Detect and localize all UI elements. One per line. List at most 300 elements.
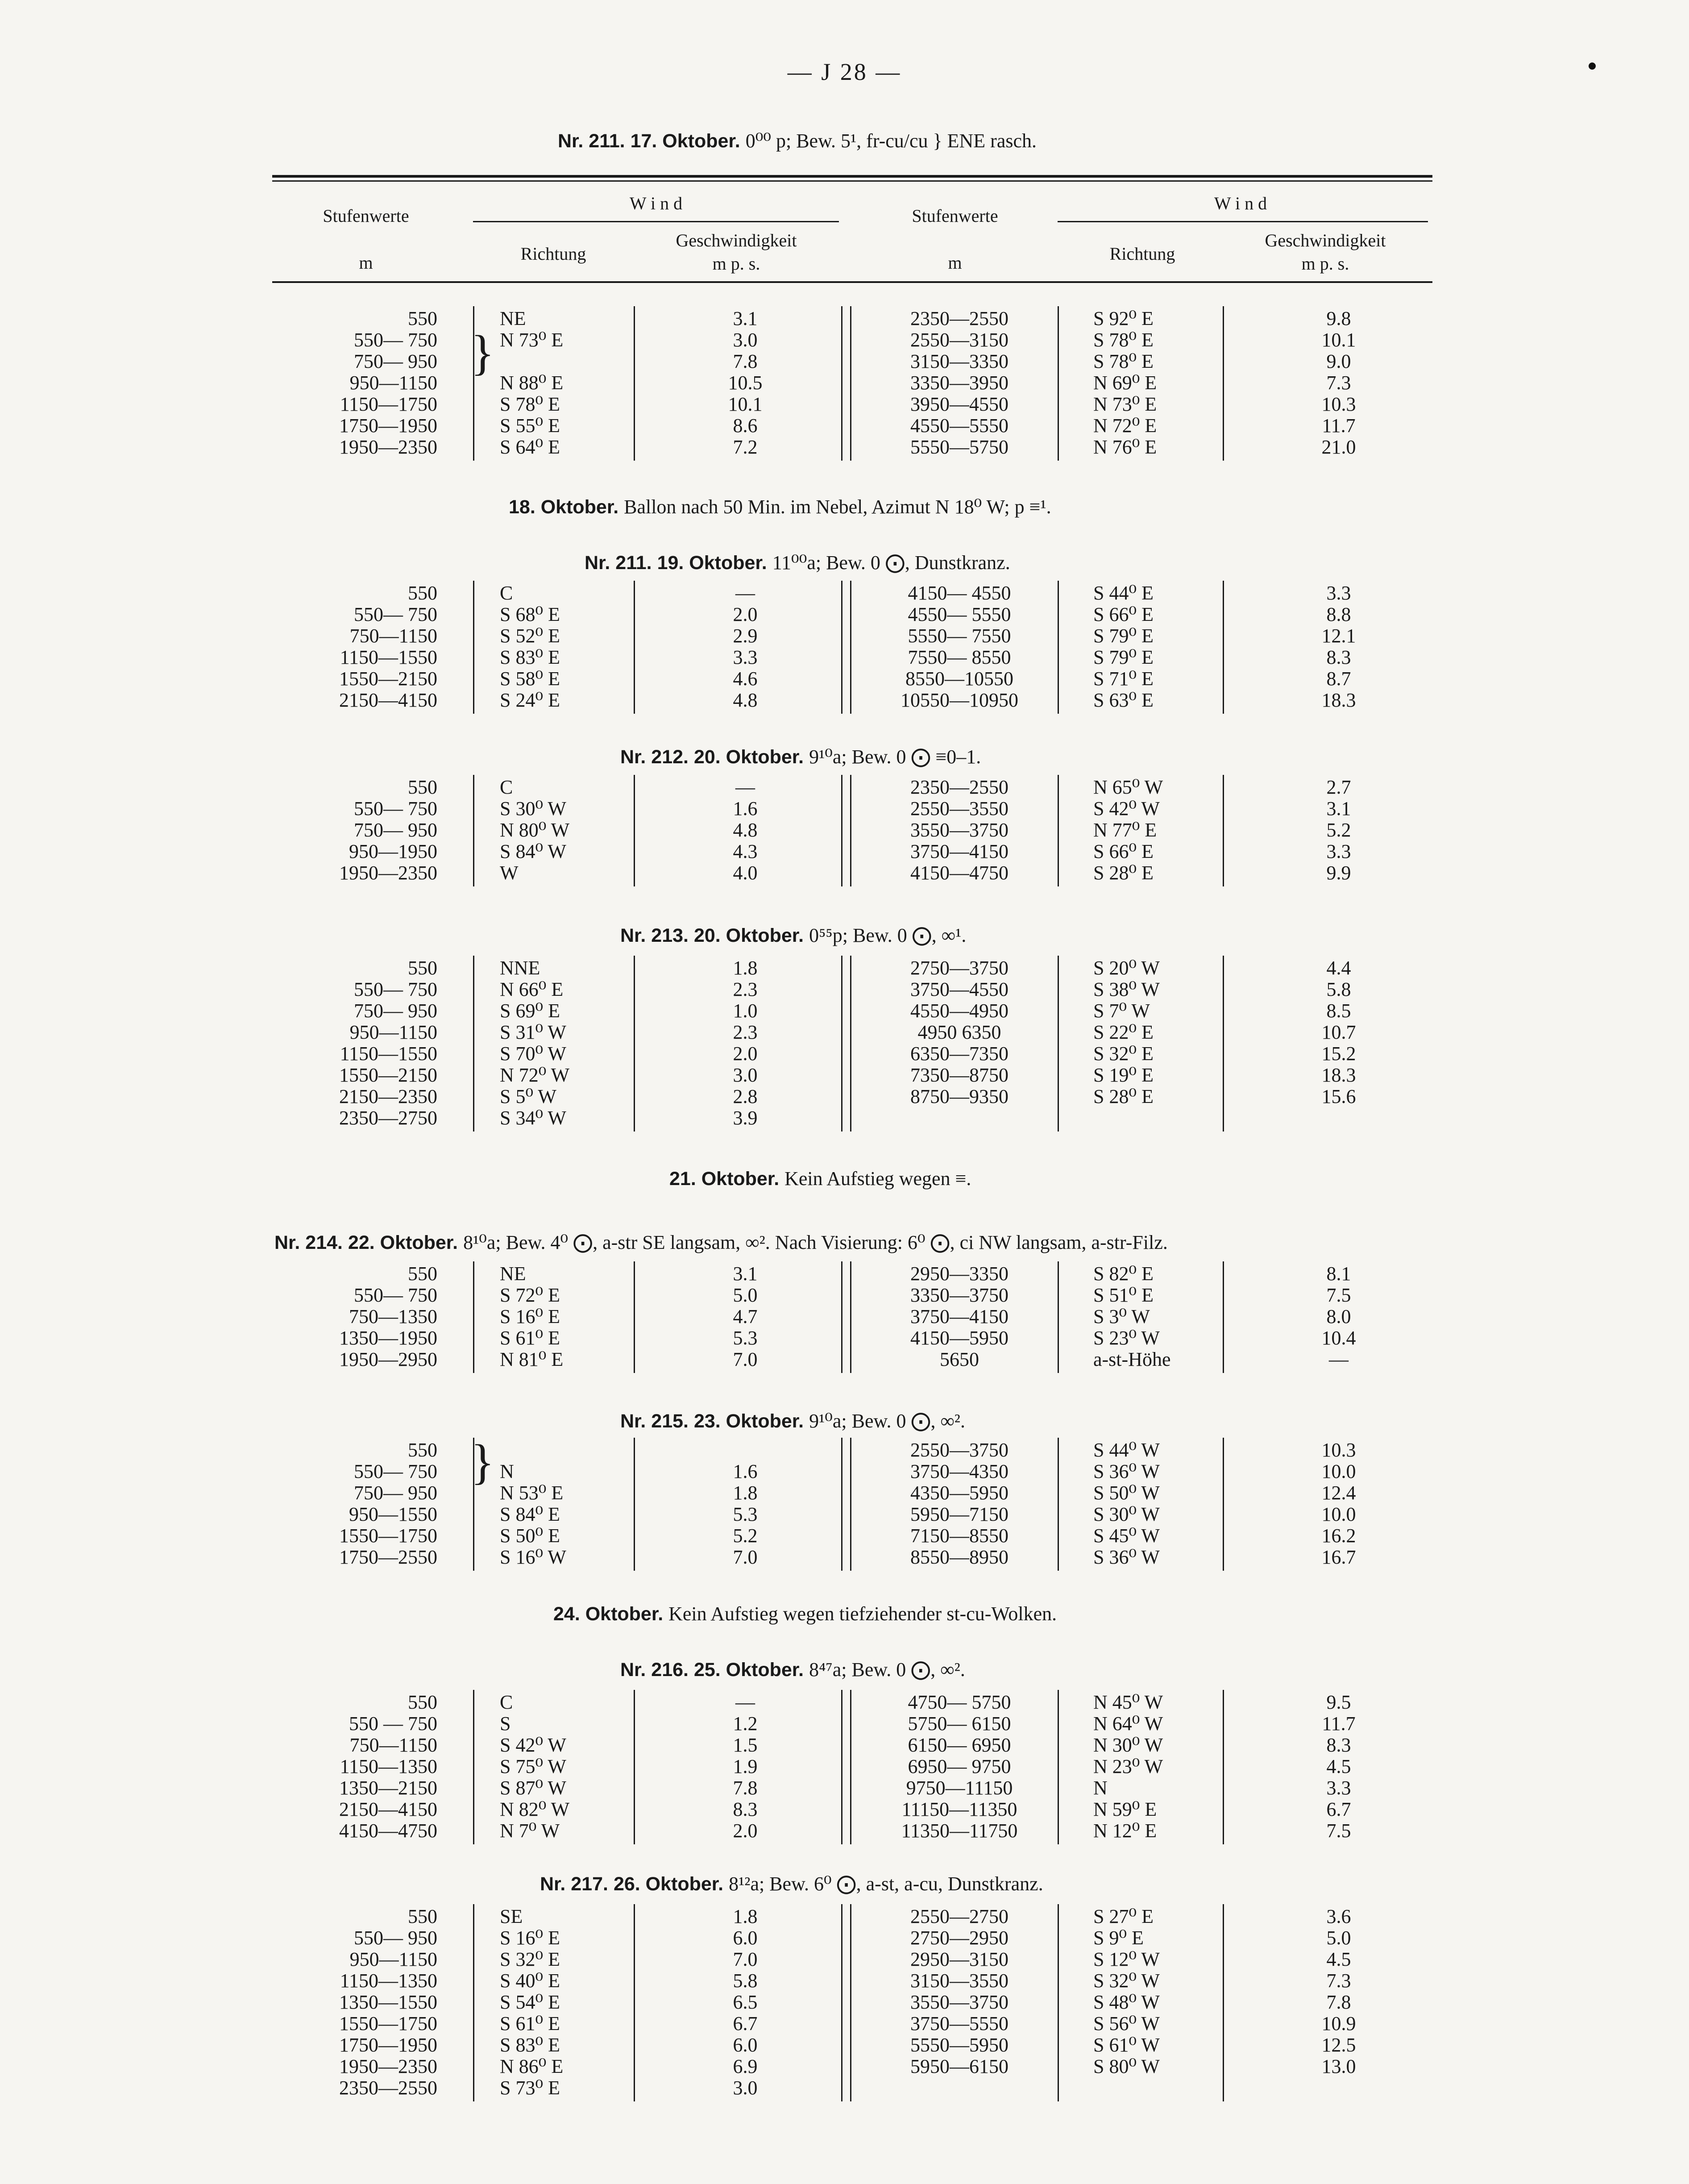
richtung-cell: S 48⁰ W [1093, 1991, 1160, 2013]
richtung-cell: S 22⁰ E [1093, 1021, 1154, 1043]
column-rule [1223, 1904, 1224, 2101]
column-rule [841, 306, 842, 461]
geschwindigkeit-cell: 7.0 [733, 1348, 758, 1370]
geschwindigkeit-cell: 10.1 [728, 393, 763, 415]
stufenwert-cell: 550 [408, 308, 437, 329]
geschwindigkeit-cell: 8.8 [1326, 603, 1351, 625]
richtung-cell: S 16⁰ E [500, 1306, 560, 1327]
geschwindigkeit-cell: 6.0 [733, 2034, 758, 2056]
brace-icon: } [471, 325, 494, 380]
stufenwert-cell: 3350—3950 [910, 372, 1008, 394]
column-rule [634, 1438, 635, 1571]
richtung-cell: S 20⁰ W [1093, 957, 1160, 979]
geschwindigkeit-cell: 4.6 [733, 668, 758, 690]
richtung-cell: S 32⁰ E [500, 1948, 560, 1970]
geschwindigkeit-cell: 5.2 [733, 1525, 758, 1547]
geschwindigkeit-cell: 10.4 [1321, 1327, 1356, 1349]
richtung-cell: S 72⁰ E [500, 1284, 560, 1306]
stufenwert-cell: 3150—3350 [910, 350, 1008, 372]
stufenwert-cell: 4550— 5550 [908, 603, 1011, 625]
stufenwert-cell: 950—1950 [349, 840, 437, 862]
column-rule [473, 1261, 474, 1373]
section-date: 25. Oktober. [693, 1659, 809, 1681]
geschwindigkeit-cell: 4.4 [1326, 957, 1351, 979]
column-rule [841, 1438, 842, 1571]
richtung-cell: N 86⁰ E [500, 2055, 564, 2077]
geschwindigkeit-cell: 7.5 [1326, 1820, 1351, 1842]
richtung-cell: W [500, 862, 519, 884]
geschwindigkeit-cell: 8.6 [733, 415, 758, 437]
geschwindigkeit-cell: 8.0 [1326, 1306, 1351, 1327]
richtung-cell: S 66⁰ E [1093, 840, 1154, 862]
richtung-cell: N 88⁰ E [500, 372, 564, 394]
richtung-cell: S 61⁰ E [500, 2013, 560, 2034]
richtung-cell: S 82⁰ E [1093, 1263, 1154, 1285]
section-title [274, 1231, 1168, 1254]
geschwindigkeit-cell: 4.0 [733, 862, 758, 884]
geschwindigkeit-cell: 9.0 [1326, 350, 1351, 372]
richtung-cell: S 16⁰ W [500, 1546, 566, 1568]
richtung-cell: S 79⁰ E [1093, 625, 1154, 647]
richtung-cell: S 42⁰ W [500, 1734, 566, 1756]
richtung-cell: N 59⁰ E [1093, 1798, 1157, 1820]
stufenwert-cell: 2550—3750 [910, 1439, 1008, 1461]
richtung-cell: C [500, 1691, 513, 1713]
section-number: Nr. 214. [274, 1232, 348, 1253]
section-title [620, 1658, 965, 1681]
geschwindigkeit-cell: 2.3 [733, 978, 758, 1000]
geschwindigkeit-cell: 8.3 [1326, 646, 1351, 668]
geschwindigkeit-cell: 5.3 [733, 1327, 758, 1349]
stufenwert-cell: 1950—2950 [339, 1348, 437, 1370]
stufenwert-cell: 2350—2750 [339, 1107, 437, 1129]
column-rule [841, 775, 842, 886]
column-rule [841, 1261, 842, 1373]
stufenwert-cell: 4750— 5750 [908, 1691, 1011, 1713]
richtung-cell: S 36⁰ W [1093, 1546, 1160, 1568]
richtung-cell: S 36⁰ W [1093, 1460, 1160, 1482]
stufenwert-cell: 3950—4550 [910, 393, 1008, 415]
richtung-cell: S 64⁰ E [500, 436, 560, 458]
column-rule [841, 956, 842, 1132]
richtung-cell: S 16⁰ E [500, 1927, 560, 1949]
geschwindigkeit-cell: 5.8 [1326, 978, 1351, 1000]
geschwindigkeit-cell: 5.8 [733, 1970, 758, 1992]
geschwindigkeit-cell: 8.3 [733, 1798, 758, 1820]
geschwindigkeit-cell: 12.1 [1321, 625, 1356, 647]
geschwindigkeit-cell: 7.8 [1326, 1991, 1351, 2013]
richtung-cell: S [500, 1713, 511, 1735]
stufenwert-cell: 11150—11350 [901, 1798, 1017, 1820]
richtung-cell: S 19⁰ E [1093, 1064, 1154, 1086]
section-title [540, 1872, 1043, 1895]
stufenwert-cell: 1150—1350 [340, 1970, 437, 1992]
column-rule [1223, 1438, 1224, 1571]
section-note: 9¹⁰a; Bew. 0 ⨀ ≡0–1. [809, 746, 981, 768]
richtung-cell: N 12⁰ E [1093, 1820, 1157, 1842]
stufenwert-cell: 5550—5950 [910, 2034, 1008, 2056]
stufenwert-cell: 3750—4550 [910, 978, 1008, 1000]
stufenwert-cell: 1750—1950 [339, 415, 437, 437]
section-date: 24. Oktober. [553, 1603, 669, 1625]
geschwindigkeit-cell: 6.0 [733, 1927, 758, 1949]
richtung-cell: N 73⁰ E [1093, 393, 1157, 415]
richtung-cell: S 66⁰ E [1093, 603, 1154, 625]
column-rule [1223, 1261, 1224, 1373]
stufenwert-cell: 550 [408, 1905, 437, 1927]
geschwindigkeit-cell: 6.7 [733, 2013, 758, 2034]
stufenwert-cell: 550— 750 [354, 1284, 437, 1306]
column-rule [634, 581, 635, 714]
section-date: 23. Oktober. [693, 1410, 809, 1432]
stufenwert-cell: 2950—3350 [910, 1263, 1008, 1285]
header-rule-bottom [272, 281, 1432, 283]
richtung-cell: N 69⁰ E [1093, 372, 1157, 394]
richtung-cell: S 30⁰ W [1093, 1503, 1160, 1525]
stufenwert-cell: 5950—6150 [910, 2055, 1008, 2077]
stufenwert-cell: 950—1150 [349, 1948, 437, 1970]
richtung-cell: S 50⁰ W [1093, 1482, 1160, 1504]
header-gesch-left: Geschwindigkeit [676, 230, 797, 250]
stufenwert-cell: 2350—2550 [339, 2077, 437, 2099]
stufenwert-cell: 2550—3550 [910, 798, 1008, 820]
richtung-cell: S 80⁰ W [1093, 2055, 1160, 2077]
geschwindigkeit-cell: 7.8 [733, 350, 758, 372]
stufenwert-cell: 1550—2150 [339, 668, 437, 690]
geschwindigkeit-cell: 3.3 [1326, 1777, 1351, 1799]
section-date: 20. Oktober. [693, 746, 809, 768]
richtung-cell: S 78⁰ E [1093, 350, 1154, 372]
geschwindigkeit-cell: 21.0 [1321, 436, 1356, 458]
geschwindigkeit-cell: 3.3 [1326, 840, 1351, 862]
geschwindigkeit-cell: 1.0 [733, 1000, 758, 1022]
stufenwert-cell: 1350—1550 [339, 1991, 437, 2013]
column-rule [473, 775, 474, 886]
section-note: 0⁵⁵p; Bew. 0 ⨀, ∞¹. [809, 924, 967, 946]
richtung-cell: S 56⁰ W [1093, 2013, 1160, 2034]
geschwindigkeit-cell: 8.1 [1326, 1263, 1351, 1285]
stufenwert-cell: 3550—3750 [910, 819, 1008, 841]
section-date: 18. Oktober. [509, 496, 624, 518]
geschwindigkeit-cell: — [735, 776, 755, 798]
stufenwert-cell: 750—1350 [349, 1306, 437, 1327]
geschwindigkeit-cell: — [735, 582, 755, 604]
column-rule [841, 1904, 842, 2101]
stufenwert-cell: 1950—2350 [339, 436, 437, 458]
stufenwert-cell: 4350—5950 [910, 1482, 1008, 1504]
richtung-cell: N 73⁰ E [500, 329, 564, 351]
stufenwert-cell: 1350—2150 [339, 1777, 437, 1799]
section-note: 9¹⁰a; Bew. 0 ⨀, ∞². [809, 1410, 965, 1432]
geschwindigkeit-cell: 1.8 [733, 1482, 758, 1504]
richtung-cell: NNE [500, 957, 540, 979]
stufenwert-cell: 3750—4350 [910, 1460, 1008, 1482]
stufenwert-cell: 550 [408, 776, 437, 798]
column-rule [841, 1690, 842, 1844]
column-rule [1223, 956, 1224, 1132]
column-rule [1223, 1690, 1224, 1844]
geschwindigkeit-cell: 7.0 [733, 1948, 758, 1970]
column-rule [1223, 581, 1224, 714]
column-rule [634, 775, 635, 886]
header-wind-rule-right [1058, 221, 1428, 222]
header-gesch-unit-right: m p. s. [1301, 254, 1349, 274]
stufenwert-cell: 6350—7350 [910, 1043, 1008, 1065]
geschwindigkeit-cell: 3.9 [733, 1107, 758, 1129]
stufenwert-cell: 4550—4950 [910, 1000, 1008, 1022]
stufenwert-cell: 550 [408, 1439, 437, 1461]
header-wind-left: W i n d [629, 193, 683, 213]
richtung-cell: N [500, 1460, 514, 1482]
stufenwert-cell: 550— 750 [354, 1460, 437, 1482]
column-rule [634, 1904, 635, 2101]
section-title [620, 1410, 965, 1432]
geschwindigkeit-cell: 10.0 [1321, 1503, 1356, 1525]
geschwindigkeit-cell: 5.0 [1326, 1927, 1351, 1949]
stufenwert-cell: 8550—8950 [910, 1546, 1008, 1568]
stufenwert-cell: 750— 950 [354, 350, 437, 372]
section-title [620, 924, 966, 947]
stufenwert-cell: 2750—3750 [910, 957, 1008, 979]
section-number: Nr. 211. [558, 130, 631, 152]
stufenwert-cell: 1150—1750 [340, 393, 437, 415]
richtung-cell: N 80⁰ W [500, 819, 570, 841]
section-note: 8⁴⁷a; Bew. 0 ⨀, ∞². [809, 1659, 965, 1681]
richtung-cell: S 83⁰ E [500, 646, 560, 668]
richtung-cell: S 83⁰ E [500, 2034, 560, 2056]
richtung-cell: NE [500, 308, 526, 329]
richtung-cell: S 24⁰ E [500, 689, 560, 711]
richtung-cell: N 81⁰ E [500, 1348, 564, 1370]
stufenwert-cell: 11350—11750 [901, 1820, 1018, 1842]
section-date: 17. Oktober. [630, 130, 746, 152]
geschwindigkeit-cell: 2.7 [1326, 776, 1351, 798]
ink-dot [1589, 62, 1596, 70]
stufenwert-cell: 2550—3150 [910, 329, 1008, 351]
geschwindigkeit-cell: 4.8 [733, 689, 758, 711]
geschwindigkeit-cell: 4.7 [733, 1306, 758, 1327]
stufenwert-cell: 7150—8550 [910, 1525, 1008, 1547]
richtung-cell: S 50⁰ E [500, 1525, 560, 1547]
stufenwert-cell: 4150— 4550 [908, 582, 1011, 604]
section-note: Ballon nach 50 Min. im Nebel, Azimut N 18⁰ W; p ≡¹. [624, 496, 1051, 518]
richtung-cell: S 28⁰ E [1093, 1086, 1154, 1107]
geschwindigkeit-cell: 10.9 [1321, 2013, 1356, 2034]
geschwindigkeit-cell: 3.1 [733, 1263, 758, 1285]
section-title [669, 1167, 971, 1190]
header-richtung-left: Richtung [520, 244, 586, 264]
richtung-cell: S 73⁰ E [500, 2077, 560, 2099]
richtung-cell: S 70⁰ W [500, 1043, 566, 1065]
stufenwert-cell: 2550—2750 [910, 1905, 1008, 1927]
stufenwert-cell: 550 [408, 957, 437, 979]
richtung-cell: S 23⁰ W [1093, 1327, 1160, 1349]
richtung-cell: N 77⁰ E [1093, 819, 1157, 841]
stufenwert-cell: 1750—2550 [339, 1546, 437, 1568]
geschwindigkeit-cell: 11.7 [1322, 415, 1356, 437]
richtung-cell: C [500, 582, 513, 604]
geschwindigkeit-cell: 3.3 [733, 646, 758, 668]
geschwindigkeit-cell: 1.8 [733, 1905, 758, 1927]
richtung-cell: S 28⁰ E [1093, 862, 1154, 884]
geschwindigkeit-cell: 7.3 [1326, 1970, 1351, 1992]
geschwindigkeit-cell: 13.0 [1321, 2055, 1356, 2077]
geschwindigkeit-cell: 18.3 [1321, 689, 1356, 711]
header-stufenwerte-left: Stufenwerte [323, 206, 409, 226]
richtung-cell: N 53⁰ E [500, 1482, 564, 1504]
column-rule [473, 581, 474, 714]
geschwindigkeit-cell: 9.8 [1326, 308, 1351, 329]
geschwindigkeit-cell: 2.3 [733, 1021, 758, 1043]
richtung-cell: S 52⁰ E [500, 625, 560, 647]
page-header: — J 28 — [787, 58, 902, 85]
section-date: 20. Oktober. [693, 925, 809, 946]
stufenwert-cell: 1550—1750 [339, 2013, 437, 2034]
stufenwert-cell: 2750—2950 [910, 1927, 1008, 1949]
geschwindigkeit-cell: 1.5 [733, 1734, 758, 1756]
stufenwert-cell: 3750—5550 [910, 2013, 1008, 2034]
geschwindigkeit-cell: 16.7 [1321, 1546, 1356, 1568]
stufenwert-cell: 550 [408, 1263, 437, 1285]
geschwindigkeit-cell: 10.1 [1321, 329, 1356, 351]
stufenwert-cell: 3550—3750 [910, 1991, 1008, 2013]
richtung-cell: S 12⁰ W [1093, 1948, 1160, 1970]
stufenwert-cell: 6150— 6950 [908, 1734, 1011, 1756]
stufenwert-cell: 5950—7150 [910, 1503, 1008, 1525]
geschwindigkeit-cell: 7.5 [1326, 1284, 1351, 1306]
geschwindigkeit-cell: 1.8 [733, 957, 758, 979]
richtung-cell: S 44⁰ W [1093, 1439, 1160, 1461]
column-rule [634, 1690, 635, 1844]
geschwindigkeit-cell: 4.3 [733, 840, 758, 862]
header-unit-left: m [359, 253, 373, 273]
section-note: Kein Aufstieg wegen ≡. [784, 1168, 971, 1190]
stufenwert-cell: 2150—2350 [339, 1086, 437, 1107]
header-wind-right: W i n d [1214, 193, 1267, 213]
stufenwert-cell: 1550—1750 [339, 1525, 437, 1547]
geschwindigkeit-cell: 3.0 [733, 2077, 758, 2099]
richtung-cell: N 45⁰ W [1093, 1691, 1163, 1713]
richtung-cell: S 9⁰ E [1093, 1927, 1144, 1949]
column-rule [634, 306, 635, 461]
geschwindigkeit-cell: 7.0 [733, 1546, 758, 1568]
richtung-cell: S 7⁰ W [1093, 1000, 1150, 1022]
section-date: 22. Oktober. [348, 1232, 464, 1253]
richtung-cell: C [500, 776, 513, 798]
column-rule [841, 581, 842, 714]
geschwindigkeit-cell: 1.2 [733, 1713, 758, 1735]
richtung-cell: S 54⁰ E [500, 1991, 560, 2013]
geschwindigkeit-cell: 3.0 [733, 329, 758, 351]
stufenwert-cell: 750—1150 [349, 625, 437, 647]
stufenwert-cell: 550— 750 [354, 978, 437, 1000]
header-wind-rule-left [473, 221, 839, 222]
stufenwert-cell: 10550—10950 [901, 689, 1018, 711]
header-rule-top [272, 175, 1432, 178]
geschwindigkeit-cell: 12.4 [1321, 1482, 1356, 1504]
geschwindigkeit-cell: 6.7 [1326, 1798, 1351, 1820]
richtung-cell: S 79⁰ E [1093, 646, 1154, 668]
richtung-cell: N 66⁰ E [500, 978, 564, 1000]
stufenwert-cell: 3750—4150 [910, 1306, 1008, 1327]
section-number: Nr. 215. [620, 1410, 694, 1432]
geschwindigkeit-cell: 3.1 [733, 308, 758, 329]
geschwindigkeit-cell: 9.5 [1326, 1691, 1351, 1713]
geschwindigkeit-cell: 1.6 [733, 798, 758, 820]
section-number: Nr. 216. [620, 1659, 694, 1681]
section-note: 11⁰⁰a; Bew. 0 ⨀, Dunstkranz. [772, 552, 1010, 574]
stufenwert-cell: 550— 750 [354, 798, 437, 820]
section-note: 0⁰⁰ p; Bew. 5¹, fr-cu/cu } ENE rasch. [745, 130, 1037, 152]
geschwindigkeit-cell: 4.8 [733, 819, 758, 841]
stufenwert-cell: 5550—5750 [910, 436, 1008, 458]
stufenwert-cell: 1550—2150 [339, 1064, 437, 1086]
richtung-cell: N 7⁰ W [500, 1820, 560, 1842]
stufenwert-cell: 5550— 7550 [908, 625, 1011, 647]
geschwindigkeit-cell: 2.8 [733, 1086, 758, 1107]
richtung-cell: S 61⁰ W [1093, 2034, 1160, 2056]
richtung-cell: SE [500, 1905, 523, 1927]
geschwindigkeit-cell: 2.9 [733, 625, 758, 647]
richtung-cell: S 55⁰ E [500, 415, 560, 437]
richtung-cell: S 68⁰ E [500, 603, 560, 625]
column-rule [473, 956, 474, 1132]
richtung-cell: S 40⁰ E [500, 1970, 560, 1992]
richtung-cell: N [1093, 1777, 1108, 1799]
geschwindigkeit-cell: 16.2 [1321, 1525, 1356, 1547]
geschwindigkeit-cell: 8.5 [1326, 1000, 1351, 1022]
stufenwert-cell: 550— 750 [354, 603, 437, 625]
section-number: Nr. 213. [620, 925, 694, 946]
geschwindigkeit-cell: 7.8 [733, 1777, 758, 1799]
stufenwert-cell: 750— 950 [354, 1000, 437, 1022]
geschwindigkeit-cell: 5.3 [733, 1503, 758, 1525]
richtung-cell: S 42⁰ W [1093, 798, 1160, 820]
column-rule [634, 1261, 635, 1373]
geschwindigkeit-cell: 10.5 [728, 372, 763, 394]
column-rule [473, 1904, 474, 2101]
stufenwert-cell: 8750—9350 [910, 1086, 1008, 1107]
header-gesch-right: Geschwindigkeit [1265, 230, 1386, 250]
geschwindigkeit-cell: 9.9 [1326, 862, 1351, 884]
section-title [620, 745, 981, 768]
richtung-cell: S 75⁰ W [500, 1756, 566, 1777]
geschwindigkeit-cell: 10.7 [1321, 1021, 1356, 1043]
geschwindigkeit-cell: 2.0 [733, 1043, 758, 1065]
section-date: 19. Oktober. [657, 552, 772, 574]
richtung-cell: S 51⁰ E [1093, 1284, 1154, 1306]
stufenwert-cell: 1750—1950 [339, 2034, 437, 2056]
geschwindigkeit-cell: 8.7 [1326, 668, 1351, 690]
stufenwert-cell: 550— 750 [354, 329, 437, 351]
richtung-cell: S 34⁰ W [500, 1107, 566, 1129]
geschwindigkeit-cell: 10.0 [1321, 1460, 1356, 1482]
geschwindigkeit-cell: 7.2 [733, 436, 758, 458]
geschwindigkeit-cell: 10.3 [1321, 1439, 1356, 1461]
geschwindigkeit-cell: 10.3 [1321, 393, 1356, 415]
stufenwert-cell: 4950 6350 [917, 1021, 1001, 1043]
geschwindigkeit-cell: 12.5 [1321, 2034, 1356, 2056]
richtung-cell: S 92⁰ E [1093, 308, 1154, 329]
stufenwert-cell: 3350—3750 [910, 1284, 1008, 1306]
stufenwert-cell: 1950—2350 [339, 862, 437, 884]
stufenwert-cell: 550— 950 [354, 1927, 437, 1949]
header-rule-top-2 [272, 180, 1432, 182]
geschwindigkeit-cell: 18.3 [1321, 1064, 1356, 1086]
column-rule [1223, 306, 1224, 461]
richtung-cell: S 84⁰ E [500, 1503, 560, 1525]
geschwindigkeit-cell: 2.0 [733, 1820, 758, 1842]
